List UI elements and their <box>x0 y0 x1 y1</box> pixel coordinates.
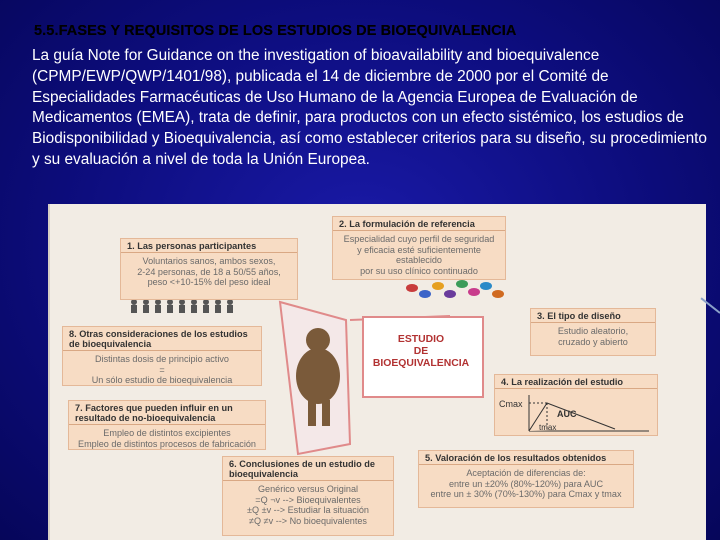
box-factors-body <box>69 425 265 449</box>
box-other-line: = <box>159 364 165 375</box>
box-other-considerations <box>62 326 262 386</box>
slide-title: 5.5.FASES Y REQUISITOS DE LOS ESTUDIOS DE BIOEQUIVALENCIA <box>34 23 517 39</box>
box-reference-title: 2. La formulación de referencia <box>333 217 505 231</box>
box-conclusions-line: =Q ¬v --> Bioequivalentes <box>255 494 361 505</box>
people-illustration <box>131 299 233 313</box>
box-participants-line: Voluntarios sanos, ambos sexos, <box>142 256 276 266</box>
box-other-line: Un sólo estudio de bioequivalencia <box>91 375 233 385</box>
box-conclusions-line: ±Q ±v --> Estudiar la situación <box>247 505 369 515</box>
box-reference-formulation <box>332 216 506 280</box>
box-factors-line: Empleo de distintos procesos de fabricación <box>78 438 256 449</box>
box-results-line: entre un ±20% (80%-120%) para AUC <box>448 478 604 489</box>
slide-paragraph: La guía Note for Guidance on the investigation of bioavailability and bioequivalence (CPMP/EWP/QWP/1401/98), publicada el 14 de diciembre de 2000 por el Comité de Especialidades Farmacéuticas de Uso Humano de la Agencia Europea de Evaluación de Medicamentos (EMEA), trata de definir, para productos con un efecto sistémico, los estudios de Biodisponibilidad y Bioequivalencia, así como establecer criterios para su diseño, su procedimiento y su evaluación a nivel de toda la Unión Europea. <box>32 47 707 168</box>
box-other-title: 8. Otras consideraciones de los estudios de bioequivalencia <box>63 327 261 351</box>
box-participants-line: peso <+10-15% del peso ideal <box>147 277 271 287</box>
box-factors-line: Empleo de distintos excipientes <box>103 428 231 438</box>
box-design-line: cruzado y abierto <box>558 336 628 347</box>
box-participants-title: 1. Las personas participantes <box>121 239 297 253</box>
tmax-label: tmax <box>539 423 557 432</box>
box-reference-line: y eficacia esté suficientemente establecido <box>357 244 481 265</box>
box-participants-body <box>121 253 297 288</box>
box-results-evaluation <box>418 450 634 508</box>
box-reference-line: Especialidad cuyo perfil de seguridad <box>343 234 495 244</box>
box-results-title: 5. Valoración de los resultados obtenidos <box>419 451 633 465</box>
center-label <box>364 334 478 370</box>
center-label-line: BIOEQUIVALENCIA <box>372 358 470 369</box>
box-reference-line: por su uso clínico continuado <box>360 265 478 276</box>
box-reference-body <box>333 231 505 276</box>
box-results-body <box>419 465 633 500</box>
box-study-conduct <box>494 374 658 436</box>
box-design-type <box>530 308 656 356</box>
box-participants-line: 2-24 personas, de 18 a 50/55 años, <box>137 266 281 277</box>
box-influence-factors <box>68 400 266 450</box>
box-conclusions-body <box>223 481 393 526</box>
center-label-line: DE <box>413 346 429 357</box>
box-results-line: Aceptación de diferencias de: <box>466 468 586 478</box>
box-conduct-title: 4. La realización del estudio <box>495 375 657 389</box>
box-results-line: entre un ± 30% (70%-130%) para Cmax y tmax <box>430 489 622 499</box>
box-other-line: Distintas dosis de principio activo <box>95 354 229 364</box>
box-factors-title: 7. Factores que pueden influir en un resultado de no-bioequivalencia <box>69 401 265 425</box>
box-conclusions <box>222 456 394 536</box>
cmax-label: Cmax <box>499 399 523 409</box>
center-label-line: ESTUDIO <box>397 334 445 345</box>
box-conclusions-line: Genérico versus Original <box>257 484 359 494</box>
box-conclusions-title: 6. Conclusiones de un estudio de bioequivalencia <box>223 457 393 481</box>
box-conclusions-line: ≠Q ≠v --> No bioequivalentes <box>249 515 367 526</box>
box-other-body <box>63 351 261 386</box>
box-design-body <box>531 323 655 347</box>
auc-label: AUC <box>557 409 577 419</box>
box-design-title: 3. El tipo de diseño <box>531 309 655 323</box>
box-design-line: Estudio aleatorio, <box>557 326 629 336</box>
box-participants <box>120 238 298 300</box>
